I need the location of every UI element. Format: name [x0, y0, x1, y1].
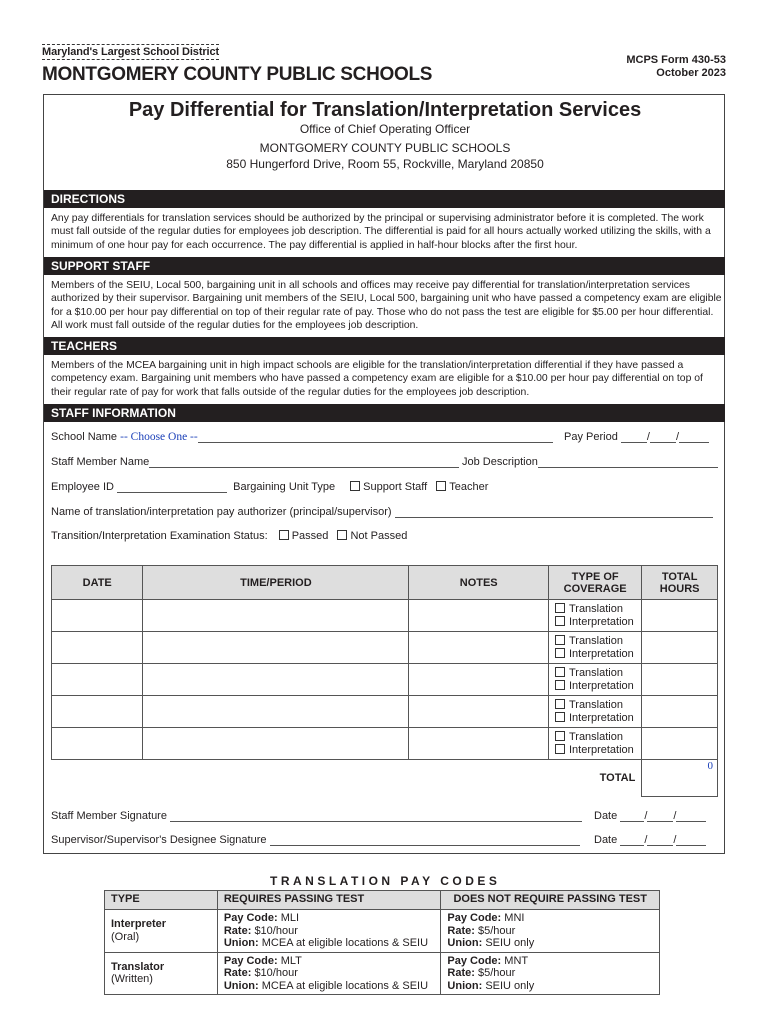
translation-label: Translation — [568, 602, 623, 615]
notes-cell[interactable] — [409, 600, 549, 632]
translation-checkbox[interactable] — [555, 635, 565, 645]
interpretation-checkbox[interactable] — [555, 712, 565, 722]
col-header-date: DATE — [52, 566, 143, 600]
pay-code-label: Pay Code: — [223, 954, 278, 967]
supervisor-signature-field[interactable] — [270, 834, 580, 846]
pay-codes-col-requires: REQUIRES PASSING TEST — [217, 891, 441, 910]
coverage-cell — [548, 664, 641, 696]
interpretation-label: Interpretation — [568, 615, 634, 628]
total-hours-cell[interactable] — [642, 632, 718, 664]
pay-type-sub: (Written) — [111, 973, 153, 986]
date-cell[interactable] — [52, 632, 143, 664]
district-name: MONTGOMERY COUNTY PUBLIC SCHOOLS — [42, 64, 433, 85]
supervisor-signature-row — [51, 834, 580, 846]
rate-label: Rate: — [223, 924, 252, 937]
exam-status-row — [51, 530, 407, 542]
nopass-code-cell — [441, 910, 660, 953]
notes-cell[interactable] — [409, 632, 549, 664]
rate-value: $5/hour — [478, 967, 516, 979]
authorizer-row — [51, 506, 713, 518]
school-name-select[interactable]: -- Choose One -- — [120, 431, 198, 443]
total-hours-cell[interactable] — [642, 664, 718, 696]
employee-id-field[interactable] — [117, 481, 227, 493]
union-value: MCEA at eligible locations & SEIU — [261, 979, 429, 992]
employee-id-row — [51, 481, 488, 493]
form-date: October 2023 — [656, 67, 726, 79]
pay-code-label: Pay Code: — [223, 912, 278, 924]
pay-code-value: MLT — [280, 954, 302, 967]
staff-date-year[interactable] — [676, 810, 706, 822]
table-row — [52, 600, 718, 632]
translation-checkbox[interactable] — [555, 603, 565, 613]
school-name-row — [51, 431, 553, 443]
form-title: Pay Differential for Translation/Interpretation Services — [128, 99, 642, 121]
support-staff-checkbox[interactable] — [350, 481, 360, 491]
interpretation-checkbox[interactable] — [555, 648, 565, 658]
translation-label: Translation — [568, 634, 623, 647]
pay-type-name: Interpreter — [111, 918, 167, 931]
rate-value: $10/hour — [254, 924, 298, 937]
total-hours-cell[interactable] — [642, 600, 718, 632]
union-label: Union: — [447, 937, 483, 949]
staff-member-field[interactable] — [149, 456, 459, 468]
pay-period-row: Pay Period / / — [564, 431, 709, 443]
col-header-type-of-coverage: TYPE OF COVERAGE — [548, 566, 641, 600]
total-hours-cell[interactable] — [642, 728, 718, 760]
pay-codes-col-not-requires: DOES NOT REQUIRE PASSING TEST — [441, 891, 660, 910]
pay-type-cell — [105, 910, 218, 953]
rate-label: Rate: — [447, 924, 475, 937]
pay-codes-header — [105, 891, 660, 910]
date-cell[interactable] — [52, 600, 143, 632]
pay-type-cell — [105, 952, 218, 995]
teacher-checkbox[interactable] — [436, 481, 446, 491]
pass-code-cell — [217, 910, 441, 953]
date-cell[interactable] — [52, 696, 143, 728]
not-passed-label: Not Passed — [350, 530, 408, 542]
table-row — [52, 728, 718, 760]
translation-label: Translation — [568, 666, 623, 679]
section-support-staff-heading: SUPPORT STAFF — [44, 257, 725, 275]
hours-table — [51, 565, 718, 797]
pay-code-value: MNT — [504, 954, 529, 967]
pay-codes-title: TRANSLATION PAY CODES — [270, 874, 501, 888]
total-hours-cell[interactable] — [642, 696, 718, 728]
union-value: SEIU only — [485, 937, 535, 949]
bargaining-unit-label: Bargaining Unit Type — [233, 481, 336, 493]
teacher-label: Teacher — [449, 481, 489, 493]
interpretation-label: Interpretation — [568, 743, 634, 756]
date-cell[interactable] — [52, 728, 143, 760]
time-period-cell[interactable] — [143, 632, 409, 664]
coverage-cell — [548, 696, 641, 728]
staff-signature-label: Staff Member Signature — [51, 810, 167, 822]
supervisor-date-month[interactable] — [620, 834, 644, 846]
section-directions-heading: DIRECTIONS — [44, 190, 725, 208]
job-description-row — [462, 456, 718, 468]
passed-checkbox[interactable] — [279, 530, 289, 540]
pay-codes-col-type: TYPE — [105, 891, 218, 910]
time-period-cell[interactable] — [143, 664, 409, 696]
col-header-time-period: TIME/PERIOD — [143, 566, 409, 600]
rate-label: Rate: — [447, 967, 475, 979]
union-value: MCEA at eligible locations & SEIU — [261, 937, 429, 949]
staff-signature-row — [51, 810, 582, 822]
union-label: Union: — [223, 979, 259, 992]
pay-code-value: MNI — [504, 912, 525, 924]
time-period-cell[interactable] — [143, 728, 409, 760]
org-address: 850 Hungerford Drive, Room 55, Rockville, Maryland 20850 — [226, 157, 544, 171]
section-teachers-heading: TEACHERS — [44, 337, 725, 355]
pay-type-name: Translator — [111, 960, 165, 973]
table-row — [52, 664, 718, 696]
translation-label: Translation — [568, 698, 623, 711]
nopass-code-cell — [441, 952, 660, 995]
pass-code-cell — [217, 952, 441, 995]
section-teachers-text: Members of the MCEA bargaining unit in high impact schools are eligible for the translation/interpretation differential if they have passed a competency exam. Bargaining unit members who have passed a competency exam are eligible for a $10.00 per hour pay differential on top of their regular rate of pay for work that falls outside of the regular duties for the employees job description. — [51, 360, 703, 398]
interpretation-label: Interpretation — [568, 711, 634, 724]
school-name-line — [198, 431, 553, 443]
coverage-cell — [548, 600, 641, 632]
job-description-field[interactable] — [538, 456, 718, 468]
interpretation-checkbox[interactable] — [555, 616, 565, 626]
table-row — [52, 632, 718, 664]
staff-date-row: Date / / — [594, 810, 706, 822]
union-label: Union: — [223, 937, 259, 949]
support-staff-label: Support Staff — [363, 481, 428, 493]
not-passed-checkbox[interactable] — [337, 530, 347, 540]
authorizer-field[interactable] — [395, 506, 713, 518]
table-row — [105, 910, 660, 953]
staff-member-label: Staff Member Name — [51, 456, 150, 468]
translation-checkbox[interactable] — [555, 731, 565, 741]
passed-label: Passed — [291, 530, 329, 542]
section-directions-text: Any pay differentials for translation services should be authorized by the principal or supervising administrator before it is completed. The work must fall outside of the regular duties for employees job description. The differential is paid for all hours actually worked utilizing the skills, with a minimum of one hour pay for each occurrence. The pay differential is applied in half-hour blocks after the first hour. — [51, 213, 711, 251]
staff-date-day[interactable] — [647, 810, 673, 822]
pay-period-year[interactable] — [679, 431, 709, 443]
form-subtitle: Office of Chief Operating Officer — [299, 122, 471, 136]
pay-codes-table — [104, 890, 660, 995]
total-row — [52, 760, 718, 797]
rate-value: $10/hour — [254, 967, 298, 979]
date-cell[interactable] — [52, 664, 143, 696]
employee-id-label: Employee ID — [51, 481, 114, 493]
supervisor-date-label: Date — [594, 834, 618, 846]
form-number-block — [626, 54, 726, 80]
pay-code-label: Pay Code: — [447, 912, 502, 924]
staff-member-row — [51, 456, 459, 468]
pay-code-label: Pay Code: — [447, 954, 502, 967]
notes-cell[interactable] — [409, 728, 549, 760]
pay-period-month[interactable] — [621, 431, 647, 443]
time-period-cell[interactable] — [143, 600, 409, 632]
staff-date-month[interactable] — [620, 810, 644, 822]
notes-cell[interactable] — [409, 696, 549, 728]
staff-date-label: Date — [594, 810, 618, 822]
staff-signature-field[interactable] — [170, 810, 582, 822]
col-header-total-hours: TOTAL HOURS — [642, 566, 718, 600]
hours-table-header — [52, 566, 718, 600]
total-label: TOTAL — [52, 760, 642, 797]
pay-period-day[interactable] — [650, 431, 676, 443]
interpretation-checkbox[interactable] — [555, 744, 565, 754]
supervisor-date-row: Date / / — [594, 834, 706, 846]
school-name-label: School Name — [51, 431, 118, 443]
table-row — [52, 696, 718, 728]
section-support-staff-text: Members of the SEIU, Local 500, bargaining unit in all schools and offices may receive pay differential for translation/interpretation services authorized by their supervisor. Bargaining unit members of the SEIU, Local 500, bargaining unit who have passed a competency exam are eligible for a $10.00 per hour pay differential on top of their regular rate of pay. Those who do not pass the test are eligible for $5.00 per hour differential. All work must fall outside of the regular duties for the employees job description. — [51, 280, 722, 332]
district-tagline: Maryland's Largest School District — [42, 46, 220, 58]
translation-checkbox[interactable] — [555, 699, 565, 709]
form-number: MCPS Form 430-53 — [626, 54, 726, 66]
supervisor-signature-label: Supervisor/Supervisor's Designee Signature — [51, 834, 267, 846]
table-row — [105, 952, 660, 995]
org-name: MONTGOMERY COUNTY PUBLIC SCHOOLS — [259, 141, 511, 155]
coverage-cell — [548, 632, 641, 664]
union-value: SEIU only — [485, 979, 535, 992]
job-description-label: Job Description — [462, 456, 538, 468]
rate-label: Rate: — [223, 967, 252, 979]
interpretation-label: Interpretation — [568, 647, 634, 660]
exam-status-label: Transition/Interpretation Examination Status: — [51, 530, 268, 542]
authorizer-label: Name of translation/interpretation pay authorizer (principal/supervisor) — [51, 506, 392, 518]
supervisor-date-year[interactable] — [676, 834, 706, 846]
pay-code-value: MLI — [280, 912, 300, 924]
union-label: Union: — [447, 979, 483, 992]
pay-type-sub: (Oral) — [111, 930, 140, 943]
col-header-notes: NOTES — [409, 566, 549, 600]
interpretation-checkbox[interactable] — [555, 680, 565, 690]
org-block — [44, 140, 726, 172]
total-value[interactable]: 0 — [642, 760, 718, 797]
section-staff-info-heading: STAFF INFORMATION — [44, 404, 725, 422]
notes-cell[interactable] — [409, 664, 549, 696]
translation-label: Translation — [568, 730, 623, 743]
time-period-cell[interactable] — [143, 696, 409, 728]
supervisor-date-day[interactable] — [647, 834, 673, 846]
coverage-cell — [548, 728, 641, 760]
pay-period-label: Pay Period — [564, 431, 618, 443]
interpretation-label: Interpretation — [568, 679, 634, 692]
rate-value: $5/hour — [478, 924, 516, 937]
translation-checkbox[interactable] — [555, 667, 565, 677]
